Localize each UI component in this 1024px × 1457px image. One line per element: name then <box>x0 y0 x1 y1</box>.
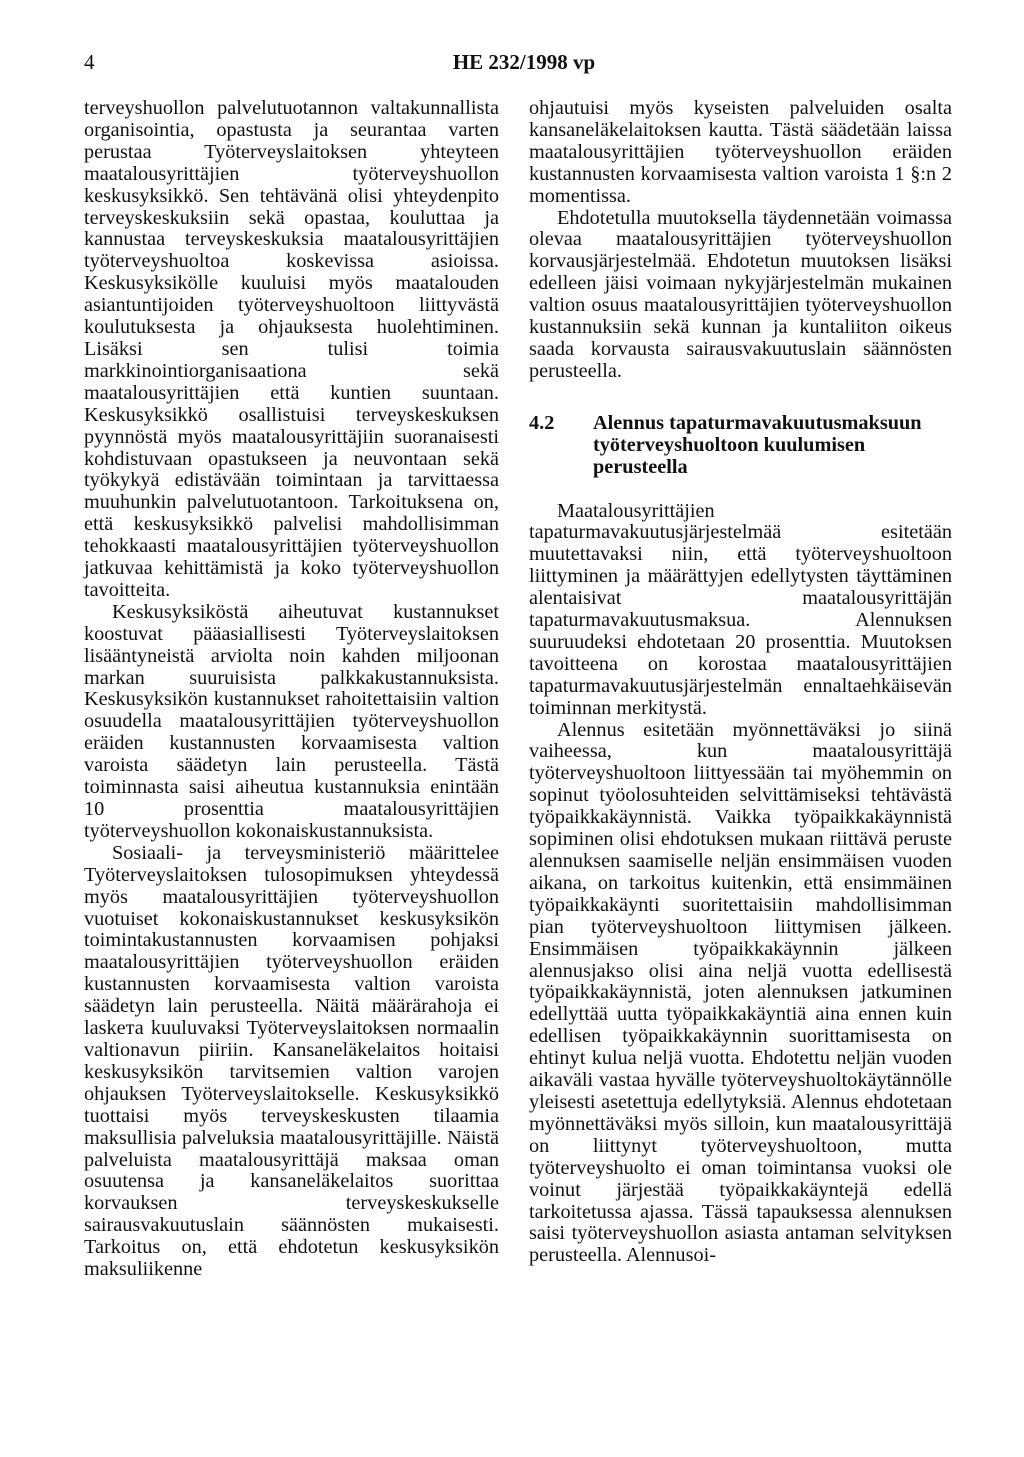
paragraph: Ehdotetulla muutoksella täydennetään voimassa olevaa maatalousyrittäjien työterveyshuollon korvausjärjestelmää. Ehdotetun muutoksen lisäksi edelleen jäisi voimaan nykyjärjestelmän mukainen valtion osuus maatalousyrittäjien työterveyshuollon kustannuksiin sekä kunnan ja kuntaliiton oikeus saada korvausta sairausvakuutuslain säännösten perusteella. <box>529 206 952 382</box>
document-id: HE 232/1998 vp <box>452 50 596 74</box>
paragraph: ohjautuisi myös kyseisten palveluiden osalta kansaneläkelaitoksen kautta. Tästä säädetään laissa maatalousyrittäjien työterveyshuollon eräiden kustannusten korvaamisesta valtion varoista 1 §:n 2 momentissa. <box>529 97 952 207</box>
paragraph: terveyshuollon palvelutuotannon valtakunnallista organisointia, opastusta ja seurantaa varten perustaa Työterveyslaitoksen yhteyteen maatalousyrittäjien työterveyshuollon keskusyksikkö. Sen tehtävänä olisi yhteydenpito terveyskeskuksiin sekä opastaa, kouluttaa ja kannustaa terveyskeskuksia maatalousyrittäjien työterveyshuoltoa koskevissa asioissa. Keskusyksikölle kuuluisi myös maatalouden asiantuntijoiden työterveyshuoltoon liittyvästä koulutuksesta ja ohjauksesta huolehtiminen. Lisäksi sen tulisi toimia markkinointiorganisaationa sekä maatalousyrittäjien että kuntien suuntaan. Keskusyksikkö osallistuisi terveyskeskuksen pyynnöstä myös maatalousyrittäjiin suoranaisesti kohdistuvaan opastukseen ja neuvontaan sekä työkykyä edistävään toimintaan ja tarvittaessa muuhunkin palvelutuotantoon. Tarkoituksena on, että keskusyksikkö palvelisi mahdollisimman tehokkaasti maatalousyrittäjien työterveyshuollon jatkuvaa kehittämistä ja koko työterveyshuollon tavoitteita. <box>84 97 499 601</box>
left-column <box>84 98 499 1281</box>
right-column <box>529 98 952 1267</box>
section-title: Alennus tapaturmavakuutusmaksuun työterveyshuoltoon kuulumisen perusteella <box>593 411 922 478</box>
paragraph: Maatalousyrittäjien tapaturmavakuutusjärjestelmää esitetään muutettavaksi niin, että työterveyshuoltoon liittyminen ja määrättyjen edellytysten täyttäminen alentaisivat maatalousyrittäjän tapaturmavakuutusmaksua. Alennuksen suuruudeksi ehdotetaan 20 prosenttia. Muutoksen tavoitteena on korostaa maatalousyrittäjien tapaturmavakuutusjärjestelmän ennaltaehkäisevän toiminnan merkitystä. <box>529 499 952 719</box>
page-header <box>84 50 964 84</box>
paragraph: Alennus esitetään myönnettäväksi jo siinä vaiheessa, kun maatalousyrittäjä työterveyshuoltoon liittyessään tai myöhemmin on sopinut työolosuhteiden selvittämiseksi tehtävästä työpaikkakäynnistä. Vaikka työpaikkakäynnistä sopiminen olisi ehdotuksen mukaan riittävä peruste alennuksen saamiselle neljän ensimmäisen vuoden aikana, on tarkoitus kuitenkin, että ensimmäinen työpaikkakäynti suoritettaisiin mahdollisimman pian työterveyshuoltoon liittymisen jälkeen. Ensimmäisen työpaikkakäynnin jälkeen alennusjakso olisi aina neljä vuotta edellisestä työpaikkakäynnistä, joten alennuksen jatkuminen edellyttää uutta työpaikkakäyntiä aina ennen kuin edellisen työpaikkakäynnin suorittamisesta on ehtinyt kulua neljä vuotta. Ehdotettu neljän vuoden aikaväli vastaa hyvälle työterveyshuoltokäytännölle yleisesti asetettuja edellytyksiä. Alennus ehdotetaan myönnettäväksi myös silloin, kun maatalousyrittäjä on liittynyt työterveyshuoltoon, mutta työterveyshuolto ei oman toimintansa vuoksi ole voinut järjestää työpaikkakäyntejä edellä tarkoitetussa ajassa. Tässä tapauksessa alennuksen saisi työterveyshuollon asiasta antaman selvityksen perusteella. Alennusoi- <box>529 718 952 1267</box>
paragraph: Keskusyksiköstä aiheutuvat kustannukset koostuvat pääasiallisesti Työterveyslaitoksen lisääntyneistä arviolta noin kahden miljoonan markan suuruisista palkkakustannuksista. Keskusyksikön kustannukset rahoitettaisiin valtion osuudella maatalousyrittäjien työterveyshuollon eräiden kustannusten korvaamisesta valtion varoista säädetyn lain perusteella. Tästä toiminnasta saisi aiheutua kustannuksia enintään 10 prosenttia maatalousyrittäjien työterveyshuollon kokonaiskustannuksista. <box>84 600 499 842</box>
section-heading <box>529 413 952 479</box>
page-number: 4 <box>84 50 95 74</box>
paragraph: Sosiaali- ja terveysministeriö määrittelee Työterveyslaitoksen tulosopimuksen yhteydessä myös maatalousyrittäjien työterveyshuollon vuotuiset kokonaiskustannukset keskusyksikön toimintakustannusten korvaamisen pohjaksi maatalousyrittäjien työterveyshuollon eräiden kustannusten korvaamisesta valtion varoista säädetyn lain perusteella. Näitä määrärahoja ei laskета kuuluvaksi Työterveyslaitoksen normaalin valtionavun piiriin. Kansaneläkelaitos hoitaisi keskusyksikön tarvitsemien valtion varojen ohjauksen Työterveyslaitokselle. Keskusyksikkö tuottaisi myös terveyskeskusten tilaamia maksullisia palveluksia maatalousyrittäjille. Näistä palveluista maatalousyrittäjä maksaa oman osuutensa ja kansaneläkelaitos suorittaa korvauksen terveyskeskukselle sairausvakuutuslain säännösten mukaisesti. Tarkoitus on, että ehdotetun keskusyksikön maksuliikenne <box>84 841 499 1281</box>
section-number: 4.2 <box>529 411 555 434</box>
